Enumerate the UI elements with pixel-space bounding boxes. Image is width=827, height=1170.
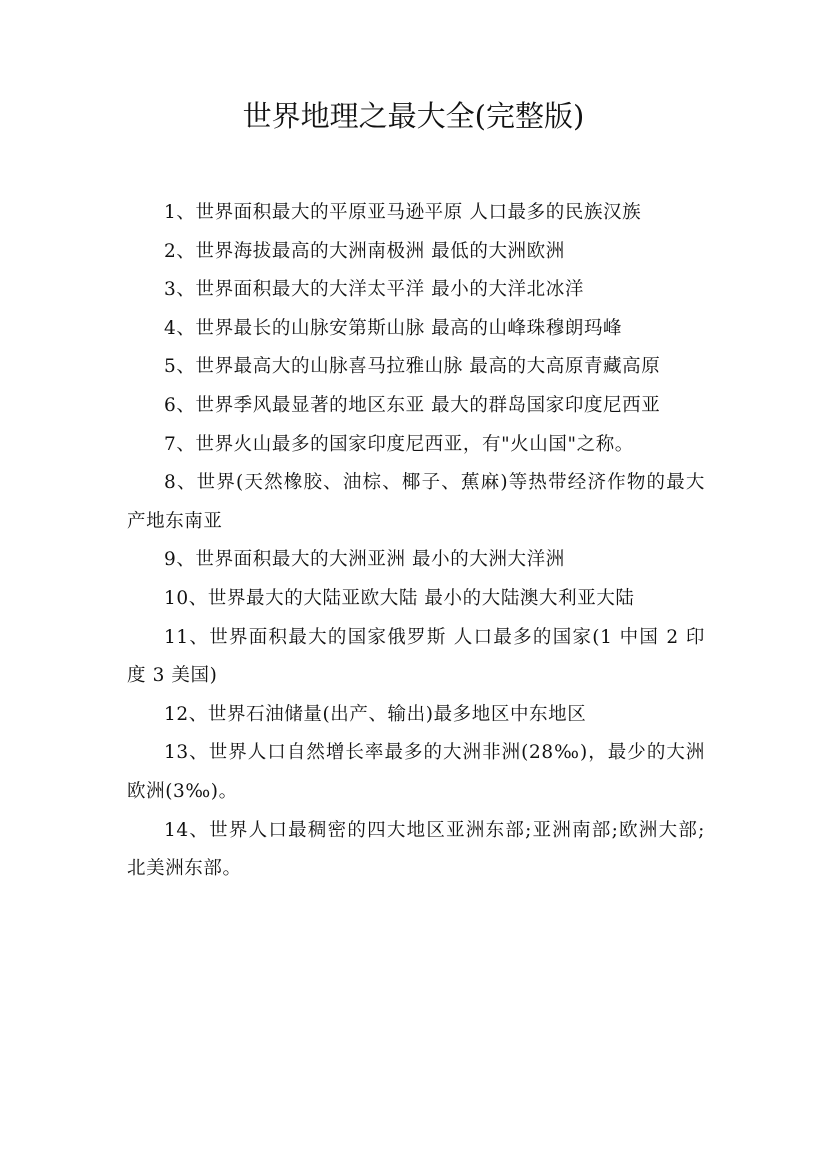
paragraph-4: 4、世界最长的山脉安第斯山脉 最高的山峰珠穆朗玛峰	[164, 317, 623, 339]
paragraph-2: 2、世界海拔最高的大洲南极洲 最低的大洲欧洲	[164, 240, 565, 262]
paragraph-8: 8、世界(天然橡胶、油棕、椰子、蕉麻)等热带经济作物的最大产地东南亚	[127, 472, 705, 532]
paragraph-14: 14、世界人口最稠密的四大地区亚洲东部;亚洲南部;欧洲大部;北美洲东部。	[127, 819, 705, 880]
paragraph-6: 6、世界季风最显著的地区东亚 最大的群岛国家印度尼西亚	[164, 394, 661, 416]
paragraph-9: 9、世界面积最大的大洲亚洲 最小的大洲大洋洲	[164, 549, 565, 571]
document-body	[127, 194, 705, 889]
paragraph-1: 1、世界面积最大的平原亚马逊平原 人口最多的民族汉族	[164, 202, 642, 223]
paragraph-10: 10、世界最大的大陆亚欧大陆 最小的大陆澳大利亚大陆	[164, 587, 635, 609]
paragraph-11: 11、世界面积最大的国家俄罗斯 人口最多的国家(1 中国 2 印度 3 美国)	[127, 626, 705, 687]
paragraph-3: 3、世界面积最大的大洋太平洋 最小的大洋北冰洋	[164, 279, 584, 301]
paragraph-5: 5、世界最高大的山脉喜马拉雅山脉 最高的大高原青藏高原	[164, 356, 661, 378]
paragraph-7: 7、世界火山最多的国家印度尼西亚，有"火山国"之称。	[164, 433, 634, 455]
paragraph-12: 12、世界石油储量(出产、输出)最多地区中东地区	[164, 703, 587, 725]
document-title: 世界地理之最大全(完整版)	[242, 99, 585, 133]
paragraph-13: 13、世界人口自然增长率最多的大洲非洲(28‰)，最少的大洲欧洲(3‰)。	[127, 742, 705, 802]
